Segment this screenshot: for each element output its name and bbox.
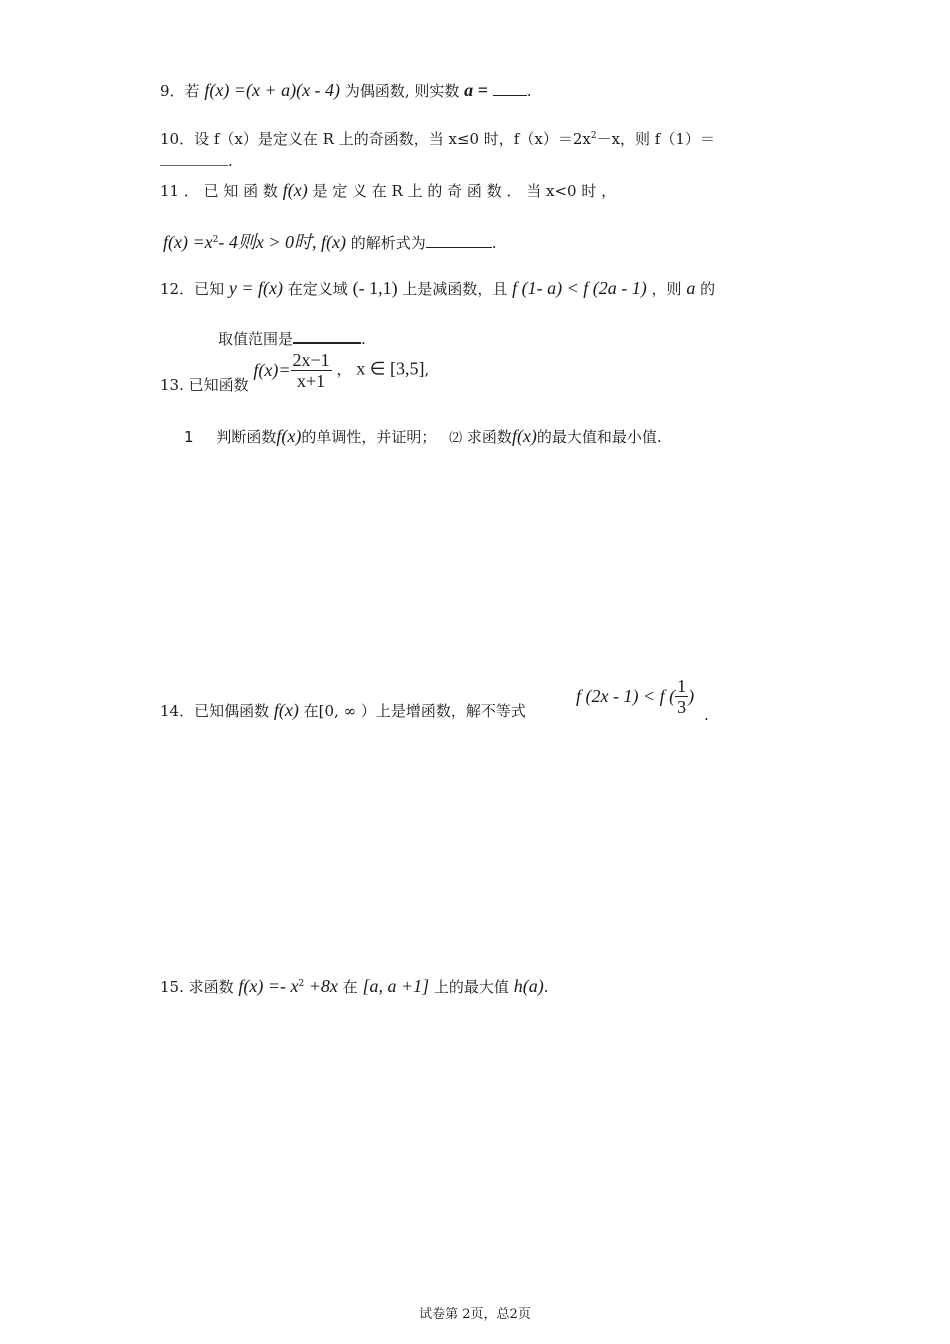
q11-answer-blank[interactable] <box>426 247 492 248</box>
q11-end: . <box>491 234 497 252</box>
q12-answer-blank[interactable] <box>293 342 361 344</box>
q15-number: 15. 求函数 <box>160 978 234 996</box>
q14-fraction <box>675 676 688 717</box>
page-footer: 试卷第 2页，总2页 <box>419 1307 531 1322</box>
q14-frac-numerator: 1 <box>677 676 687 696</box>
q15-superscript: 2 <box>298 979 305 989</box>
question-12 <box>160 278 715 299</box>
q14-end: . <box>704 706 709 724</box>
q12-number: 12．已知 <box>160 280 225 298</box>
q12-text-3: ，则 <box>651 280 682 298</box>
q9-number: 9．若 <box>160 82 200 100</box>
q13-end: , <box>424 360 430 379</box>
q12-range-label: 取值范围是 <box>218 330 294 348</box>
q10-text: 10．设 f（x）是定义在 R 上的奇函数，当 x≤0 时，f（x）＝2x <box>160 130 591 148</box>
q15-end: . <box>543 978 549 996</box>
q11-formula: f(x) =x <box>163 232 213 252</box>
q14-text: 在[0, ∞ ）上是增函数，解不等式 <box>303 702 526 720</box>
q13-denominator: x+1 <box>297 371 326 391</box>
q10-end: . <box>228 152 233 170</box>
q10-text-b: －x，则 f（1）＝ <box>596 130 715 148</box>
q13-fx: f(x)= <box>253 360 291 380</box>
question-13-parts <box>184 426 662 447</box>
q12-variable: a <box>686 278 696 298</box>
question-10-line2 <box>160 152 233 170</box>
q14-function: f(x) <box>273 700 299 720</box>
q13-part2-text2: 的最大值和最小值. <box>536 428 662 446</box>
q14-inequality: f (2x - 1) < f ( <box>576 686 676 706</box>
question-10 <box>160 128 715 149</box>
q12-function: y = f(x) <box>228 278 283 298</box>
q13-part1-text2: 的单调性，并证明； <box>301 428 437 446</box>
q11-superscript: 2 <box>212 235 219 245</box>
q15-formula: f(x) =- x <box>238 976 299 996</box>
question-12-line2 <box>218 328 366 349</box>
q13-part2-text: 求函数 <box>466 428 512 446</box>
question-11 <box>160 180 616 201</box>
q14-frac-denominator: 3 <box>677 697 687 717</box>
q13-part1-text: 判断函数 <box>216 428 277 446</box>
q15-text-2: 上的最大值 <box>433 978 509 996</box>
q12-text-4: 的 <box>700 280 716 298</box>
q14-inequality-block <box>576 676 694 717</box>
q9-text: 为偶函数, 则实数 <box>344 82 460 100</box>
q13-number: 13. 已知函数 <box>160 376 249 394</box>
q9-end: . <box>526 82 532 100</box>
q10-superscript: 2 <box>590 131 597 141</box>
q11-text-b: 是 定 义 在 R 上 的 奇 函 数 ． 当 x<0 时 ， <box>312 182 617 200</box>
q15-h-of-a: h(a) <box>513 976 544 996</box>
q11-text-c: 的解析式为 <box>350 234 426 252</box>
question-9 <box>160 80 532 101</box>
q14-close-paren: ) <box>688 686 695 706</box>
q13-part1-function: f(x) <box>276 426 302 446</box>
q9-answer-blank[interactable] <box>493 95 527 96</box>
q9-variable: a = <box>464 80 488 100</box>
q13-domain: x ∈ [3,5] <box>356 358 425 379</box>
question-13 <box>160 350 429 395</box>
question-14 <box>160 700 526 721</box>
q13-numerator: 2x−1 <box>292 350 330 370</box>
q14-number: 14．已知偶函数 <box>160 702 270 720</box>
q12-text-1: 在定义域 <box>287 280 348 298</box>
q10-answer-blank[interactable] <box>160 165 228 166</box>
q11-text: 11 ． 已 知 函 数 <box>160 182 278 200</box>
q13-fraction <box>291 350 332 391</box>
q15-text-1: 在 <box>342 978 358 996</box>
q13-comma: ， <box>336 360 352 379</box>
q12-end: . <box>361 330 366 348</box>
q15-formula-b: +8x <box>304 976 338 996</box>
q11-formula-b: - 4则x > 0时, f(x) <box>218 232 346 252</box>
q13-part1-label: 1 <box>184 428 194 446</box>
q12-domain: (- 1,1) <box>352 278 398 298</box>
question-11-line2 <box>163 228 497 254</box>
q13-part2-function: f(x) <box>511 426 537 446</box>
q12-inequality: f (1- a) < f (2a - 1) <box>512 278 647 298</box>
q15-interval: [a, a +1] <box>362 976 430 996</box>
q11-function: f(x) <box>282 180 308 200</box>
question-15 <box>160 976 548 997</box>
q12-text-2: 上是减函数，且 <box>402 280 508 298</box>
q13-part2-label: ⑵ <box>449 431 463 446</box>
q9-formula: f(x) =(x + a)(x - 4) <box>204 80 341 100</box>
